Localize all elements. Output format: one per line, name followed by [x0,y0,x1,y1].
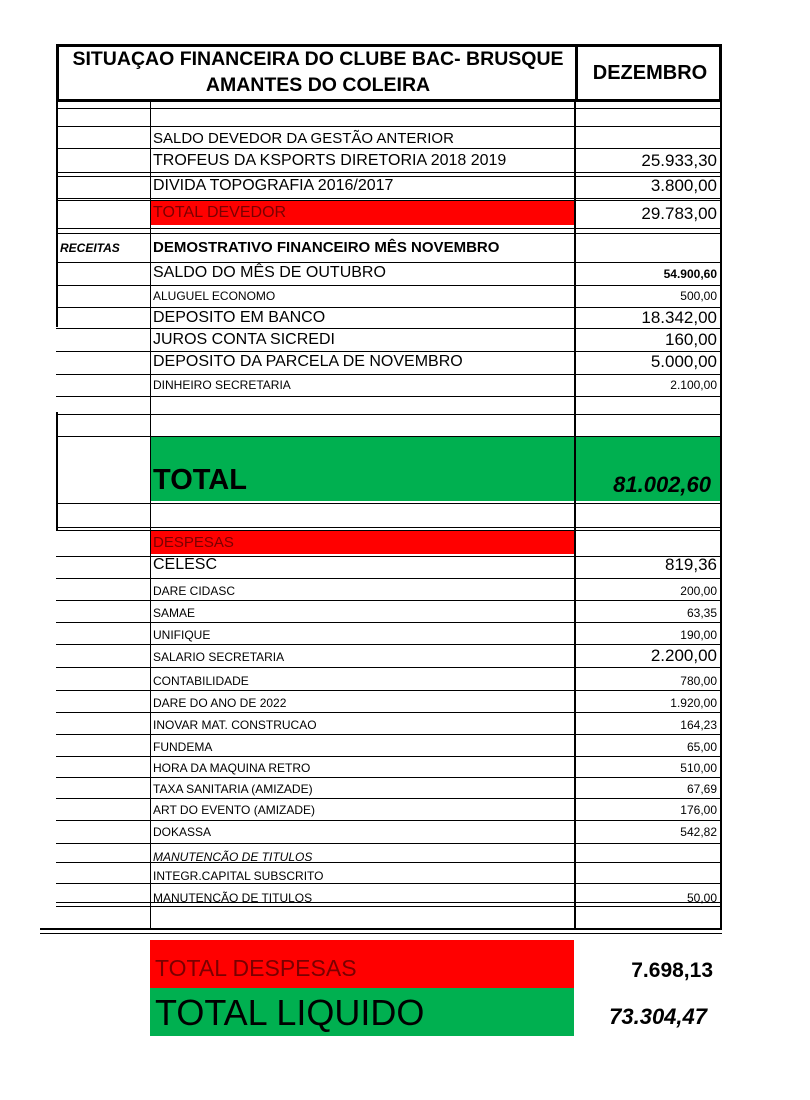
income-item-value: 5.000,00 [650,352,717,371]
row-divider [56,622,722,623]
title-line-2: AMANTES DO COLEIRA [205,74,431,96]
expense-item-value: 200,00 [680,584,717,598]
expense-item-value: 510,00 [680,761,717,775]
column-divider [56,102,58,327]
expense-item-label: UNIFIQUE [153,628,211,642]
row-divider [56,667,722,668]
expense-item-label: SAMAE [153,606,196,620]
expense-item-label: TAXA SANITARIA (AMIZADE) [153,782,313,796]
row-divider [56,414,722,415]
expense-item-label: SALARIO SECRETARIA [153,650,285,664]
income-item-label: JUROS CONTA SICREDI [153,331,335,348]
expense-item-value: 780,00 [680,674,717,688]
income-item-label: ALUGUEL ECONOMO [153,289,276,303]
row-divider [56,328,722,329]
expense-item-value: 67,69 [686,782,717,796]
expense-item-value: 164,23 [680,718,717,732]
row-divider [56,126,722,127]
expense-item-value: 2.200,00 [650,646,717,665]
expense-item-label: MANUTENCÃO DE TITULOS [153,850,313,864]
income-section-title: DEMOSTRATIVO FINANCEIRO MÊS NOVEMBRO [153,239,500,256]
topography-debt-value: 3.800,00 [650,176,717,195]
row-divider [56,198,722,199]
row-divider [56,285,722,286]
expense-item-label: HORA DA MAQUINA RETRO [153,761,311,775]
trophies-label: TROFEUS DA KSPORTS DIRETORIA 2018 2019 [153,152,507,169]
expense-item-label: INTEGR.CAPITAL SUBSCRITO [153,869,324,883]
expense-item-value: 65,00 [686,740,717,754]
row-divider [56,690,722,691]
row-divider [56,883,722,884]
income-item-label: DINHEIRO SECRETARIA [153,378,291,392]
row-divider [56,906,722,907]
expense-item-label: ART DO EVENTO (AMIZADE) [153,803,316,817]
previous-debt-label: SALDO DEVEDOR DA GESTÃO ANTERIOR [153,130,454,147]
net-total-label: TOTAL LIQUIDO [155,992,425,1033]
column-divider [56,412,58,530]
expense-item-value: 819,36 [665,555,717,574]
row-divider [56,530,722,531]
title-line-1: SITUAÇAO FINANCEIRA DO CLUBE BAC- BRUSQUE [72,48,564,70]
expense-item-value: 542,82 [680,825,717,839]
row-divider [56,578,722,579]
income-item-label: DEPOSITO DA PARCELA DE NOVEMBRO [153,353,463,370]
row-divider [56,228,722,229]
row-divider [56,436,722,437]
total-income-value: 81.002,60 [613,472,711,497]
row-divider [56,820,722,821]
income-item-value: 54.900,60 [663,267,717,281]
row-divider [56,777,722,778]
expense-item-label: CONTABILIDADE [153,674,249,688]
total-income-label: TOTAL [153,464,247,496]
expense-item-value: 50,00 [686,891,717,905]
total-expenses-label: TOTAL DESPESAS [155,955,357,981]
expense-item-label: DOKASSA [153,825,212,839]
row-divider [40,928,722,930]
total-debt-label: TOTAL DEVEDOR [153,204,287,221]
row-divider [56,262,722,263]
row-divider [56,351,722,352]
row-divider [56,756,722,757]
income-item-value: 500,00 [680,289,717,303]
row-divider [56,734,722,735]
row-divider [40,933,722,934]
row-divider [56,600,722,601]
row-divider [56,843,722,844]
row-divider [56,798,722,799]
month-label: DEZEMBRO [592,62,708,84]
expense-item-value: 176,00 [680,803,717,817]
row-divider [56,148,722,149]
row-divider [56,172,722,173]
topography-debt-label: DIVIDA TOPOGRAFIA 2016/2017 [153,177,394,194]
column-divider [574,102,576,930]
row-divider [56,396,722,397]
row-divider [56,233,722,234]
expense-item-label: FUNDEMA [153,740,213,754]
expense-item-label: DARE DO ANO DE 2022 [153,696,287,710]
row-divider [56,374,722,375]
income-item-value: 2.100,00 [670,378,717,392]
column-divider [150,102,151,930]
column-divider [720,102,722,930]
trophies-value: 25.933,30 [641,151,717,170]
row-divider [56,527,722,528]
expense-item-label: INOVAR MAT. CONSTRUCAO [153,718,317,732]
income-item-value: 160,00 [665,330,717,349]
expense-item-value: 190,00 [680,628,717,642]
expense-item-value: 1.920,00 [670,696,717,710]
row-divider [56,108,722,109]
row-divider [56,644,722,645]
total-debt-value: 29.783,00 [641,204,717,223]
net-total-value: 73.304,47 [609,1004,707,1029]
expenses-section-title: DESPESAS [153,534,234,551]
row-divider [56,503,722,504]
income-item-label: SALDO DO MÊS DE OUTUBRO [153,264,386,281]
expense-item-label: MANUTENCÃO DE TITULOS [153,891,313,905]
row-divider [56,200,722,201]
row-divider [56,307,722,308]
expense-item-value: 63,35 [686,606,717,620]
report-title [62,46,574,98]
income-item-label: DEPOSITO EM BANCO [153,309,326,326]
expense-item-label: CELESC [153,556,218,573]
income-item-value: 18.342,00 [641,308,717,327]
income-side-label: RECEITAS [60,241,120,255]
row-divider [56,712,722,713]
expense-item-label: DARE CIDASC [153,584,236,598]
total-expenses-value: 7.698,13 [631,959,713,982]
